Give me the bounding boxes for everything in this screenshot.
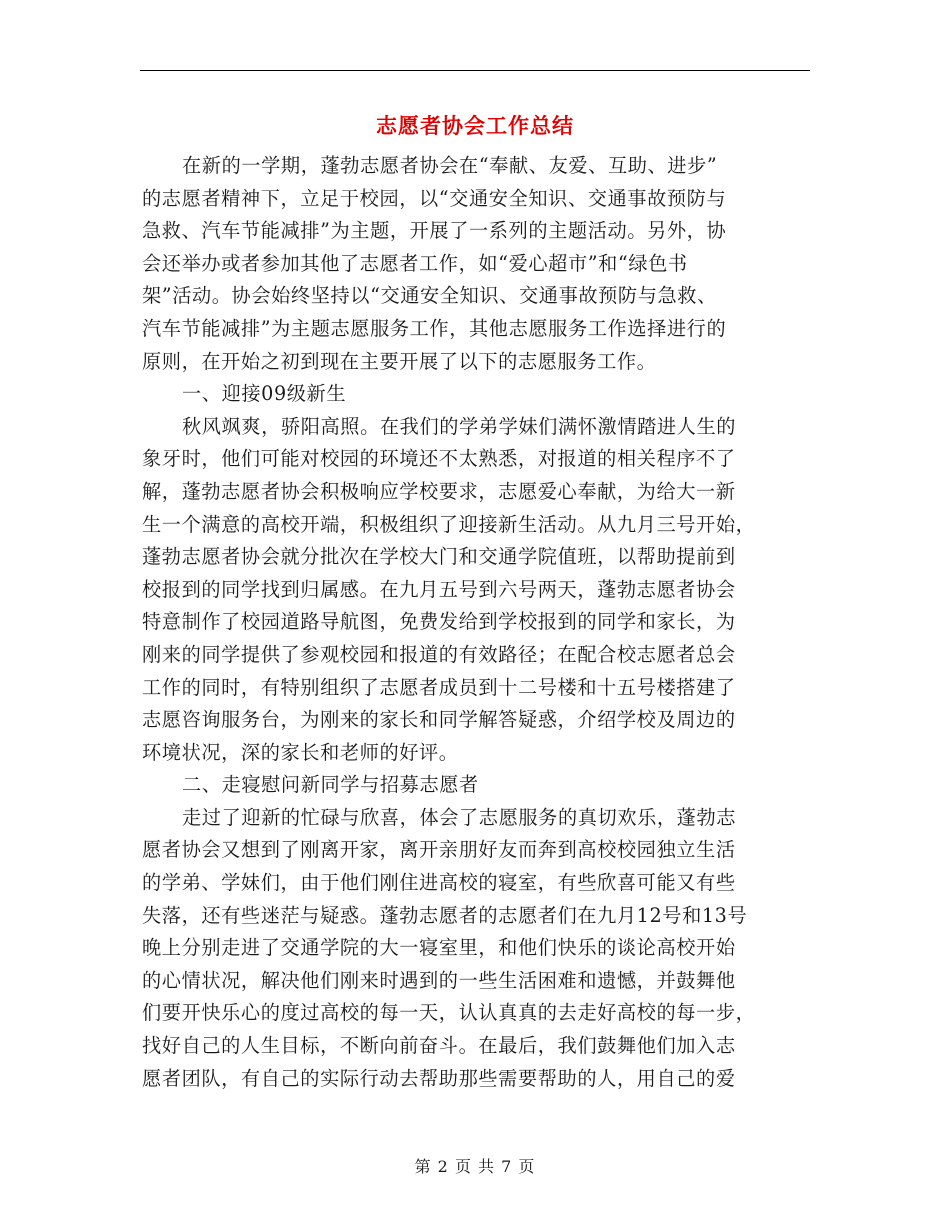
- paragraph-line: 象牙时，他们可能对校园的环境还不太熟悉，对报道的相关程序不了: [142, 447, 736, 471]
- paragraph-line: 会还举办或者参加其他了志愿者工作，如“爱心超市”和“绿色书: [142, 251, 688, 275]
- paragraph-line: 汽车节能减排”为主题志愿服务工作，其他志愿服务工作选择进行的: [142, 316, 727, 340]
- paragraph-line: 的学弟、学妹们，由于他们刚住进高校的寝室，有些欣喜可能又有些: [142, 871, 736, 895]
- paragraph-line: 失落，还有些迷茫与疑惑。蓬勃志愿者的志愿者们在九月12号和13号: [142, 903, 748, 927]
- paragraph-line: 愿者协会又想到了刚离开家，离开亲朋好友而奔到高校校园独立生活: [142, 838, 736, 862]
- document-title: 志愿者协会工作总结: [376, 113, 574, 138]
- paragraph-line: 们要开快乐心的度过高校的每一天，认认真真的去走好高校的每一步，: [142, 1001, 756, 1025]
- paragraph-line: 急救、汽车节能减排”为主题，开展了一系列的主题活动。另外，协: [142, 219, 727, 243]
- paragraph-line: 特意制作了校园道路导航图，免费发给到学校报到的同学和家长，为: [142, 610, 736, 634]
- paragraph-line: 的志愿者精神下，立足于校园，以“交通安全知识、交通事故预防与: [142, 186, 727, 210]
- page-number: 第 2 页 共 7 页: [414, 1157, 536, 1176]
- paragraph-line: 找好自己的人生目标，不断向前奋斗。在最后，我们鼓舞他们加入志: [142, 1034, 736, 1058]
- paragraph-line: 环境状况，深的家长和老师的好评。: [142, 740, 459, 764]
- paragraph-line: 工作的同时，有特别组织了志愿者成员到十二号楼和十五号楼搭建了: [142, 675, 736, 699]
- paragraph-line: 蓬勃志愿者协会就分批次在学校大门和交通学院值班，以帮助提前到: [142, 545, 736, 569]
- paragraph-line: 刚来的同学提供了参观校园和报道的有效路径；在配合校志愿者总会: [142, 642, 736, 666]
- header-rule: [140, 70, 810, 71]
- paragraph-line: 的心情状况，解决他们刚来时遇到的一些生活困难和遗憾，并鼓舞他: [142, 968, 736, 992]
- paragraph-line: 生一个满意的高校开端，积极组织了迎接新生活动。从九月三号开始，: [142, 512, 756, 536]
- paragraph-line: 走过了迎新的忙碌与欣喜，体会了志愿服务的真切欢乐，蓬勃志: [182, 805, 737, 829]
- section-heading: 二、走寝慰问新同学与招募志愿者: [182, 773, 479, 797]
- paragraph-line: 秋风飒爽，骄阳高照。在我们的学弟学妹们满怀激情踏进人生的: [182, 414, 737, 438]
- paragraph-line: 原则，在开始之初到现在主要开展了以下的志愿服务工作。: [142, 349, 657, 373]
- paragraph-line: 志愿咨询服务台，为刚来的家长和同学解答疑惑，介绍学校及周边的: [142, 708, 736, 732]
- document-body: [142, 150, 810, 1095]
- paragraph-line: 晚上分别走进了交通学院的大一寝室里，和他们快乐的谈论高校开始: [142, 936, 736, 960]
- section-heading: 一、迎接09级新生: [182, 382, 347, 406]
- paragraph-line: 解，蓬勃志愿者协会积极响应学校要求，志愿爱心奉献，为给大一新: [142, 479, 736, 503]
- paragraph-line: 愿者团队，有自己的实际行动去帮助那些需要帮助的人，用自己的爱: [142, 1066, 736, 1090]
- paragraph-line: 校报到的同学找到归属感。在九月五号到六号两天，蓬勃志愿者协会: [142, 577, 736, 601]
- paragraph-line: 架”活动。协会始终坚持以“交通安全知识、交通事故预防与急救、: [142, 284, 717, 308]
- paragraph-line: 在新的一学期，蓬勃志愿者协会在“奉献、友爱、互助、进步”: [182, 154, 718, 177]
